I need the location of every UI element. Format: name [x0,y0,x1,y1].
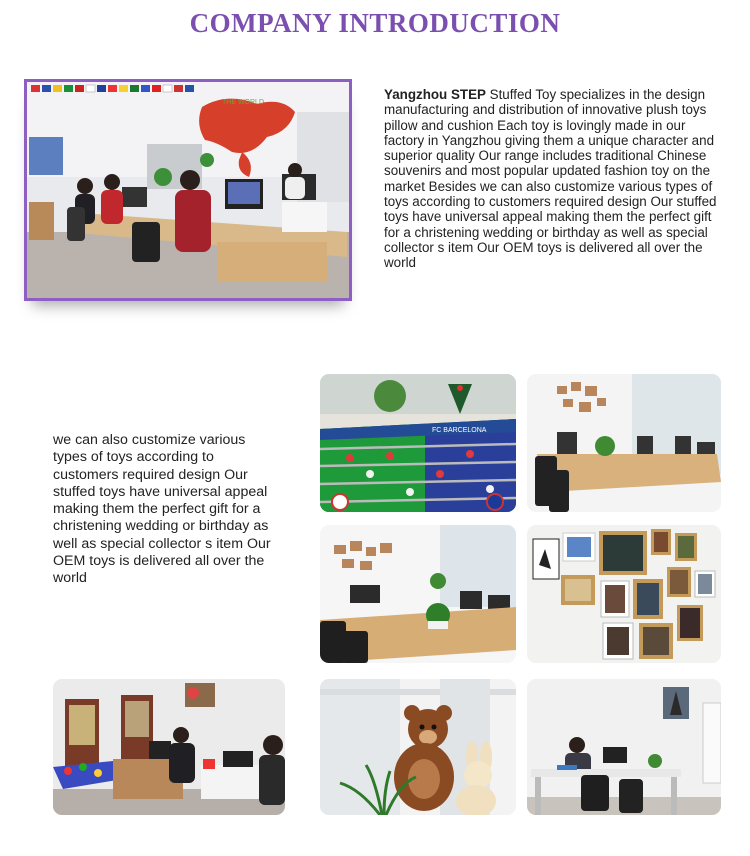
meeting-room-photo [527,374,721,512]
photo-wall-photo [527,525,721,663]
office-desks-photo [53,679,285,815]
teddy-bear-photo [320,679,516,815]
customize-paragraph: we can also customize various types of toys according to customers required design Our stuffed toys have universal appeal making them the perfect gift for a christening wedding or birthday as well as special collector s item Our OEM toys is delivered all over the world [53,432,271,587]
wall-sign: THE WORLD [222,99,264,106]
foosball-label: FC BARCELONA [432,427,487,434]
office-photo [24,79,352,301]
foosball-photo [320,374,516,512]
brand-name: Yangzhou STEP [384,87,486,102]
page-title: COMPANY INTRODUCTION [189,8,561,38]
intro-body: Stuffed Toy specializes in the design manufacturing and distribution of innovative plush toys pillow and cushion Each toy is lovingly made in our factory in Yangzhou giving them a unique character and superior quality Our range includes traditional Chinese souvenirs and most popular updated fashion toy on the market Besides we can also customize various types of toys according to customers required design Our stuffed toys have universal appeal making them the perfect gift for a christening wedding or birthday as well as special collector s item Our OEM toys is delivered all over the world [384,87,717,271]
intro-paragraph [384,87,719,271]
manager-desk-photo [527,679,721,815]
conference-table-photo [320,525,516,663]
